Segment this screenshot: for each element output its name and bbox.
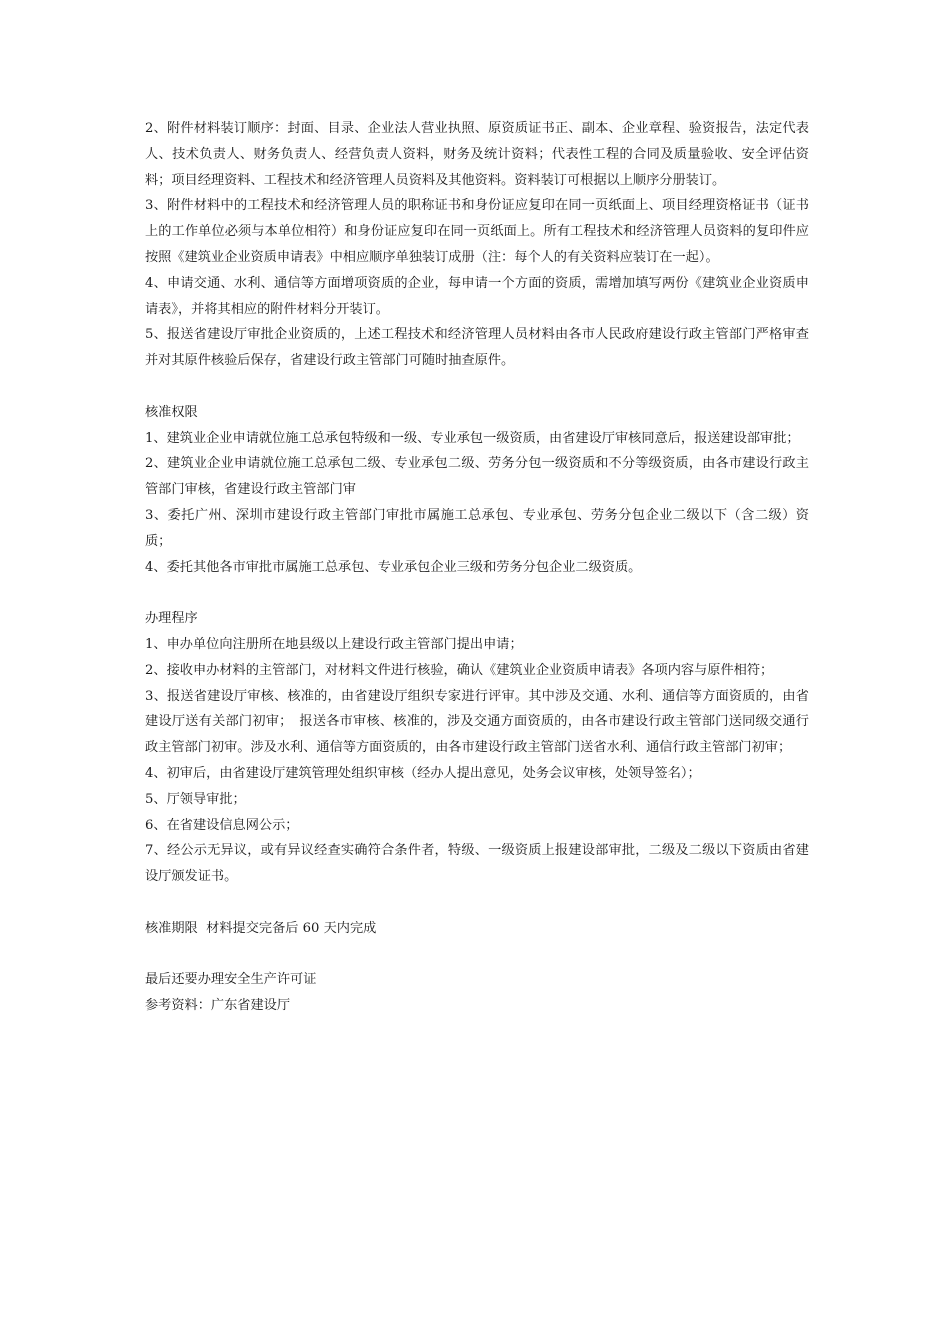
procedure-item-5: 5、厅领导审批； (145, 791, 246, 807)
procedure-item-3: 3、报送省建设厅审核、核准的，由省建设厅组织专家进行评审。其中涉及交通、水利、通信等方面资质的，由省建设厅送有关部门初审； 报送各市审核、核准的，涉及交通方面资质的，由各市建设行政主管部门送同级交通行政主管部门初审。涉及水利、通信等方面资质的，由各市建设行政主管部门送省水利、通信行政主管部门初审； (145, 688, 809, 756)
procedure-item-6: 6、在省建设信息网公示； (145, 817, 299, 833)
approval-deadline: 核准期限 材料提交完备后 60 天内完成 (145, 920, 377, 936)
attachment-item-2: 2、附件材料装订顺序：封面、目录、企业法人营业执照、原资质证书正、副本、企业章程、验资报告，法定代表人、技术负责人、财务负责人、经营负责人资料，财务及统计资料；代表性工程的合同及质量验收、安全评估资料；项目经理资料、工程技术和经济管理人员资料及其他资料。资料装订可根据以上顺序分册装订。 (145, 121, 809, 188)
section-spacer (145, 890, 809, 916)
attachment-item-3: 3、附件材料中的工程技术和经济管理人员的职称证书和身份证应复印在同一页纸面上、项目经理资格证书（证书上的工作单位必须与本单位相符）和身份证应复印在同一页纸面上。所有工程技术和经济管理人员资料的复印件应按照《建筑业企业资质申请表》中相应顺序单独装订成册（注：每个人的有关资料应装订在一起）。 (145, 198, 809, 265)
procedure-item-1: 1、申办单位向注册所在地县级以上建设行政主管部门提出申请； (145, 636, 523, 652)
authority-item-3: 3、委托广州、深圳市建设行政主管部门审批市属施工总承包、专业承包、劳务分包企业二级以下（含二级）资质； (145, 507, 809, 549)
procedure-heading: 办理程序 (145, 611, 198, 627)
section-spacer (145, 374, 809, 400)
authority-item-2: 2、建筑业企业申请就位施工总承包二级、专业承包二级、劳务分包一级资质和不分等级资质，由各市建设行政主管部门审核，省建设行政主管部门审 (145, 456, 809, 498)
procedure-item-2: 2、接收申办材料的主管部门，对材料文件进行核验，确认《建筑业企业资质申请表》各项内容与原件相符； (145, 662, 774, 678)
authority-section (145, 400, 809, 581)
attachment-item-4: 4、申请交通、水利、通信等方面增项资质的企业，每申请一个方面的资质，需增加填写两份《建筑业企业资质申请表》，并将其相应的附件材料分开装订。 (145, 275, 809, 317)
attachment-item-5: 5、报送省建设厅审批企业资质的，上述工程技术和经济管理人员材料由各市人民政府建设行政主管部门严格审查并对其原件核验后保存，省建设行政主管部门可随时抽查原件。 (145, 327, 809, 369)
authority-item-1: 1、建筑业企业申请就位施工总承包特级和一级、专业承包一级资质，由省建设厅审核同意后，报送建设部审批； (145, 430, 800, 446)
reference-source: 参考资料：广东省建设厅 (145, 998, 291, 1014)
attachments-section (145, 116, 809, 374)
section-spacer (145, 580, 809, 606)
closing-section (145, 967, 809, 1019)
authority-item-4: 4、委托其他各市审批市属施工总承包、专业承包企业三级和劳务分包企业二级资质。 (145, 559, 642, 575)
safety-license-note: 最后还要办理安全生产许可证 (145, 972, 317, 988)
procedure-section (145, 606, 809, 890)
document-body (145, 116, 809, 1019)
authority-heading: 核准权限 (145, 404, 198, 420)
procedure-item-7: 7、经公示无异议，或有异议经查实确符合条件者，特级、一级资质上报建设部审批，二级及二级以下资质由省建设厅颁发证书。 (145, 843, 809, 885)
procedure-item-4: 4、初审后，由省建设厅建筑管理处组织审核（经办人提出意见，处务会议审核，处领导签名）； (145, 765, 701, 781)
section-spacer (145, 942, 809, 968)
